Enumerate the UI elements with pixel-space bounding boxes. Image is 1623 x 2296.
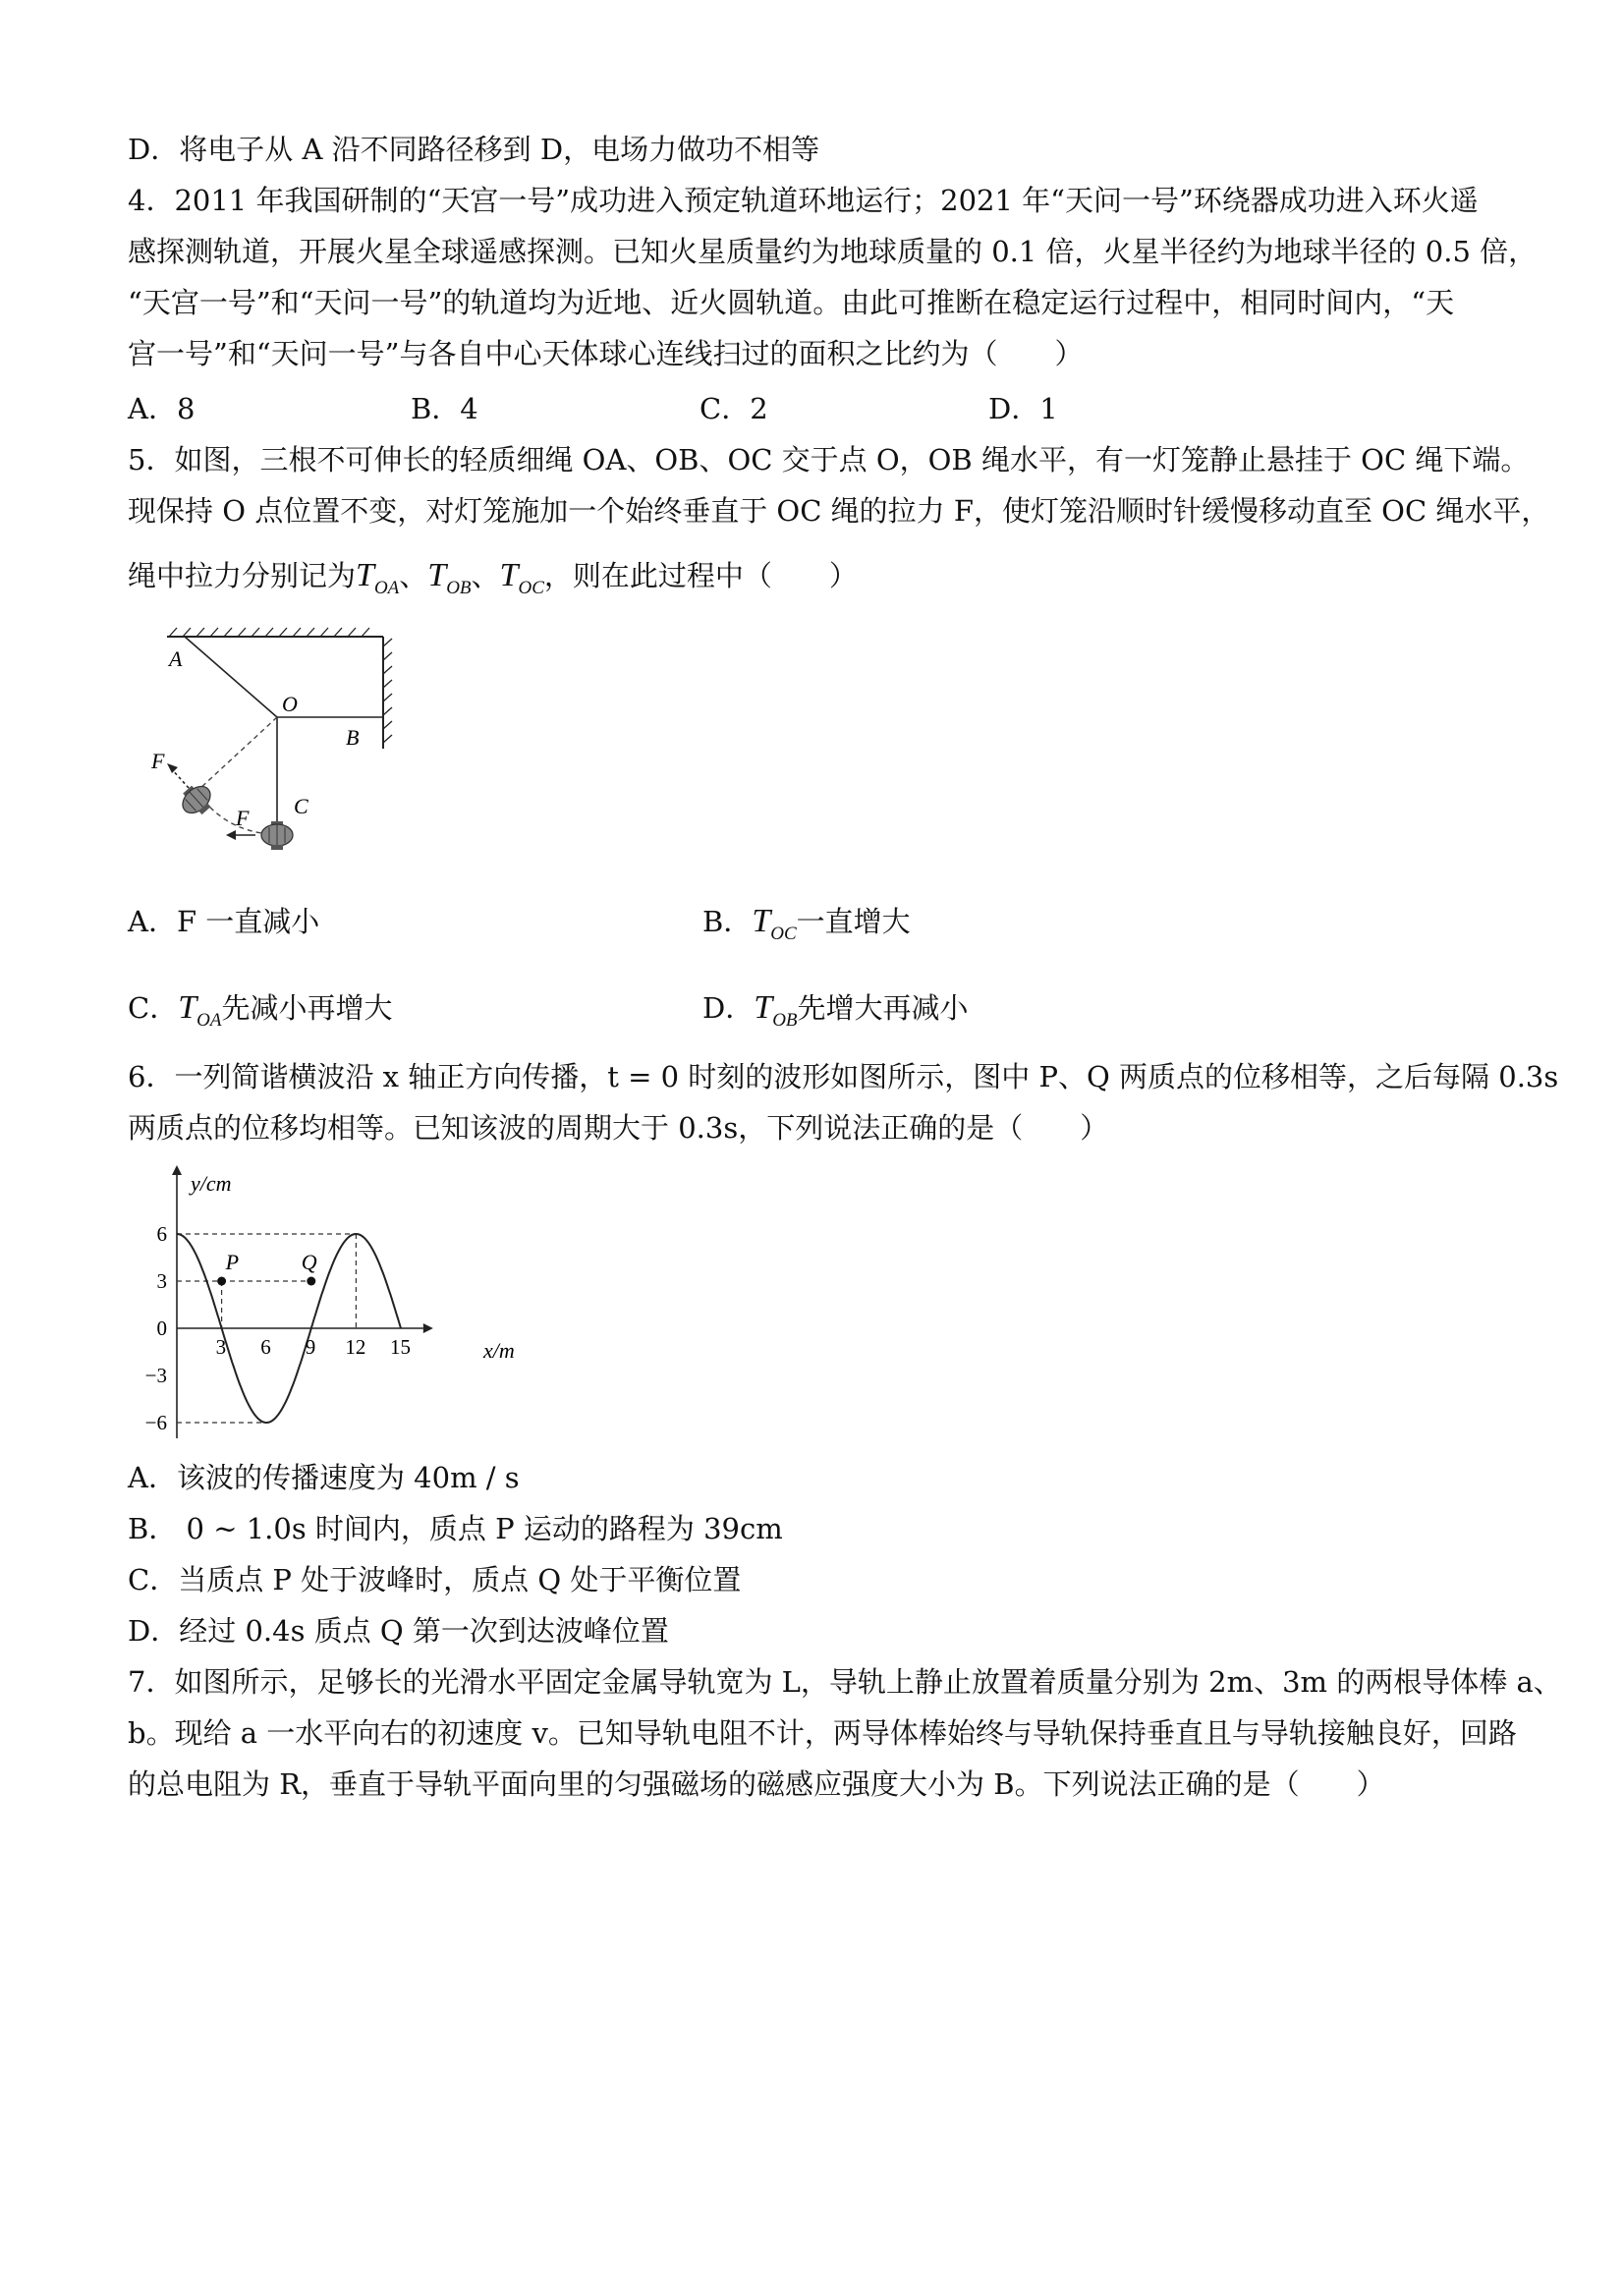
- rope-oc-displaced: [198, 717, 277, 790]
- option-text: 先增大再减小: [797, 991, 969, 1025]
- q6-option-b: B． 0 ~ 1.0s 时间内，质点 P 运动的路程为 39cm: [128, 1512, 783, 1545]
- q5-option-c: [128, 988, 392, 1040]
- x-tick-label: 3: [215, 1335, 227, 1359]
- chart-points: [217, 1250, 317, 1286]
- tension-symbol: T: [754, 989, 773, 1026]
- tension-symbol: T: [427, 557, 447, 593]
- sub-oc: OC: [518, 578, 544, 598]
- label-a: A: [169, 646, 183, 671]
- tension-symbol: T: [752, 903, 771, 939]
- q4-option-a: A．8: [128, 392, 196, 425]
- label-b: B: [346, 725, 360, 750]
- lantern-rope-figure: [147, 625, 403, 880]
- y-axis-arrow: [172, 1165, 182, 1175]
- q4-option-b: B．4: [411, 392, 478, 425]
- q4-line-2: 感探测轨道，开展火星全球遥感探测。已知火星质量约为地球质量的 0.1 倍，火星半径约为地球半径的 0.5 倍，: [128, 235, 1538, 268]
- q5-line-3-suffix: ，则在此过程中（ ）: [543, 559, 858, 592]
- q7-line-1: 7．如图所示，足够长的光滑水平固定金属导轨宽为 L，导轨上静止放置着质量分别为 2m、3m 的两根导体棒 a、: [128, 1665, 1562, 1699]
- sub-ob: OB: [446, 578, 472, 598]
- q4-option-d: D．1: [988, 392, 1058, 425]
- label-f-displaced: F: [151, 749, 165, 773]
- x-tick-label: 9: [305, 1335, 316, 1359]
- q4-line-4: 宫一号”和“天问一号”与各自中心天体球心连线扫过的面积之比约为（ ）: [128, 337, 1084, 370]
- wall-hatch: [383, 639, 392, 743]
- option-text: 先减小再增大: [221, 991, 393, 1025]
- y-tick-label: −6: [144, 1411, 167, 1434]
- q3-option-d: D．将电子从 A 沿不同路径移到 D，电场力做功不相等: [128, 133, 820, 166]
- y-tick-label: 0: [156, 1316, 167, 1340]
- y-tick-label: −3: [144, 1364, 167, 1387]
- lantern-displaced: [176, 779, 218, 821]
- x-axis-label: x/m: [483, 1338, 515, 1363]
- option-letter: C．: [128, 991, 179, 1025]
- label-o: O: [282, 692, 298, 716]
- q5-line-1: 5．如图，三根不可伸长的轻质细绳 OA、OB、OC 交于点 O，OB 绳水平，有一灯笼静止悬挂于 OC 绳下端。: [128, 443, 1530, 476]
- point-label-q: Q: [301, 1250, 317, 1274]
- point-p: [217, 1277, 226, 1286]
- label-c: C: [294, 794, 308, 818]
- x-tick-label: 15: [390, 1335, 411, 1359]
- chart-axes: [172, 1165, 433, 1438]
- q5-line-3: [128, 556, 858, 608]
- q6-line-2: 两质点的位移均相等。已知该波的周期大于 0.3s，下列说法正确的是（ ）: [128, 1111, 1109, 1145]
- q5-option-b: [702, 902, 911, 954]
- y-axis-label: y/cm: [191, 1171, 232, 1196]
- y-tick-label: 6: [156, 1222, 167, 1246]
- q6-option-d: D．经过 0.4s 质点 Q 第一次到达波峰位置: [128, 1614, 669, 1648]
- q6-line-1: 6．一列简谐横波沿 x 轴正方向传播，t = 0 时刻的波形如图所示，图中 P、Q 两质点的位移相等，之后每隔 0.3s: [128, 1060, 1559, 1093]
- option-letter: D．: [702, 991, 755, 1025]
- separator: 、: [471, 559, 500, 592]
- q5-option-a: A．F 一直减小: [128, 905, 320, 938]
- sub-oa: OA: [196, 1010, 222, 1031]
- tension-symbol: T: [499, 557, 519, 593]
- q4-line-1: 4．2011 年我国研制的“天宫一号”成功进入预定轨道环地运行；2021 年“天问一号”环绕器成功进入环火遥: [128, 184, 1479, 217]
- sub-oc: OC: [770, 924, 797, 944]
- q7-line-3: 的总电阻为 R，垂直于导轨平面向里的匀强磁场的磁感应强度大小为 B。下列说法正确的是（ ）: [128, 1767, 1385, 1801]
- option-text: 一直增大: [796, 905, 911, 938]
- q5-option-d: [702, 988, 969, 1040]
- tension-symbol: T: [178, 989, 197, 1026]
- y-tick-label: 3: [156, 1269, 167, 1293]
- rope-oa: [185, 637, 277, 717]
- label-f-bottom: F: [236, 806, 250, 830]
- lantern-bottom: [261, 821, 293, 850]
- sub-oa: OA: [373, 578, 400, 598]
- point-q: [307, 1277, 315, 1286]
- q6-option-c: C．当质点 P 处于波峰时，质点 Q 处于平衡位置: [128, 1563, 742, 1596]
- x-tick-label: 12: [345, 1335, 366, 1359]
- point-label-p: P: [225, 1250, 240, 1274]
- q5-line-2: 现保持 O 点位置不变，对灯笼施加一个始终垂直于 OC 绳的拉力 F，使灯笼沿顺时针缓慢移动直至 OC 绳水平，: [128, 494, 1550, 528]
- sub-ob: OB: [772, 1010, 798, 1031]
- option-letter: B．: [702, 905, 753, 938]
- ceiling-hatch: [169, 628, 369, 637]
- q4-option-c: C．2: [700, 392, 768, 425]
- q5-line-3-prefix: 绳中拉力分别记为: [128, 559, 357, 592]
- q6-option-a: A．该波的传播速度为 40m / s: [128, 1461, 520, 1494]
- x-tick-label: 6: [260, 1335, 271, 1359]
- separator: 、: [399, 559, 428, 592]
- q7-line-2: b。现给 a 一水平向右的初速度 v。已知导轨电阻不计，两导体棒始终与导轨保持垂直且与导轨接触良好，回路: [128, 1716, 1517, 1750]
- x-axis-arrow: [423, 1323, 433, 1333]
- tension-symbol: T: [356, 557, 374, 593]
- q4-line-3: “天宫一号”和“天问一号”的轨道均为近地、近火圆轨道。由此可推断在稳定运行过程中，相同时间内，“天: [128, 286, 1455, 319]
- wave-chart: [128, 1163, 560, 1438]
